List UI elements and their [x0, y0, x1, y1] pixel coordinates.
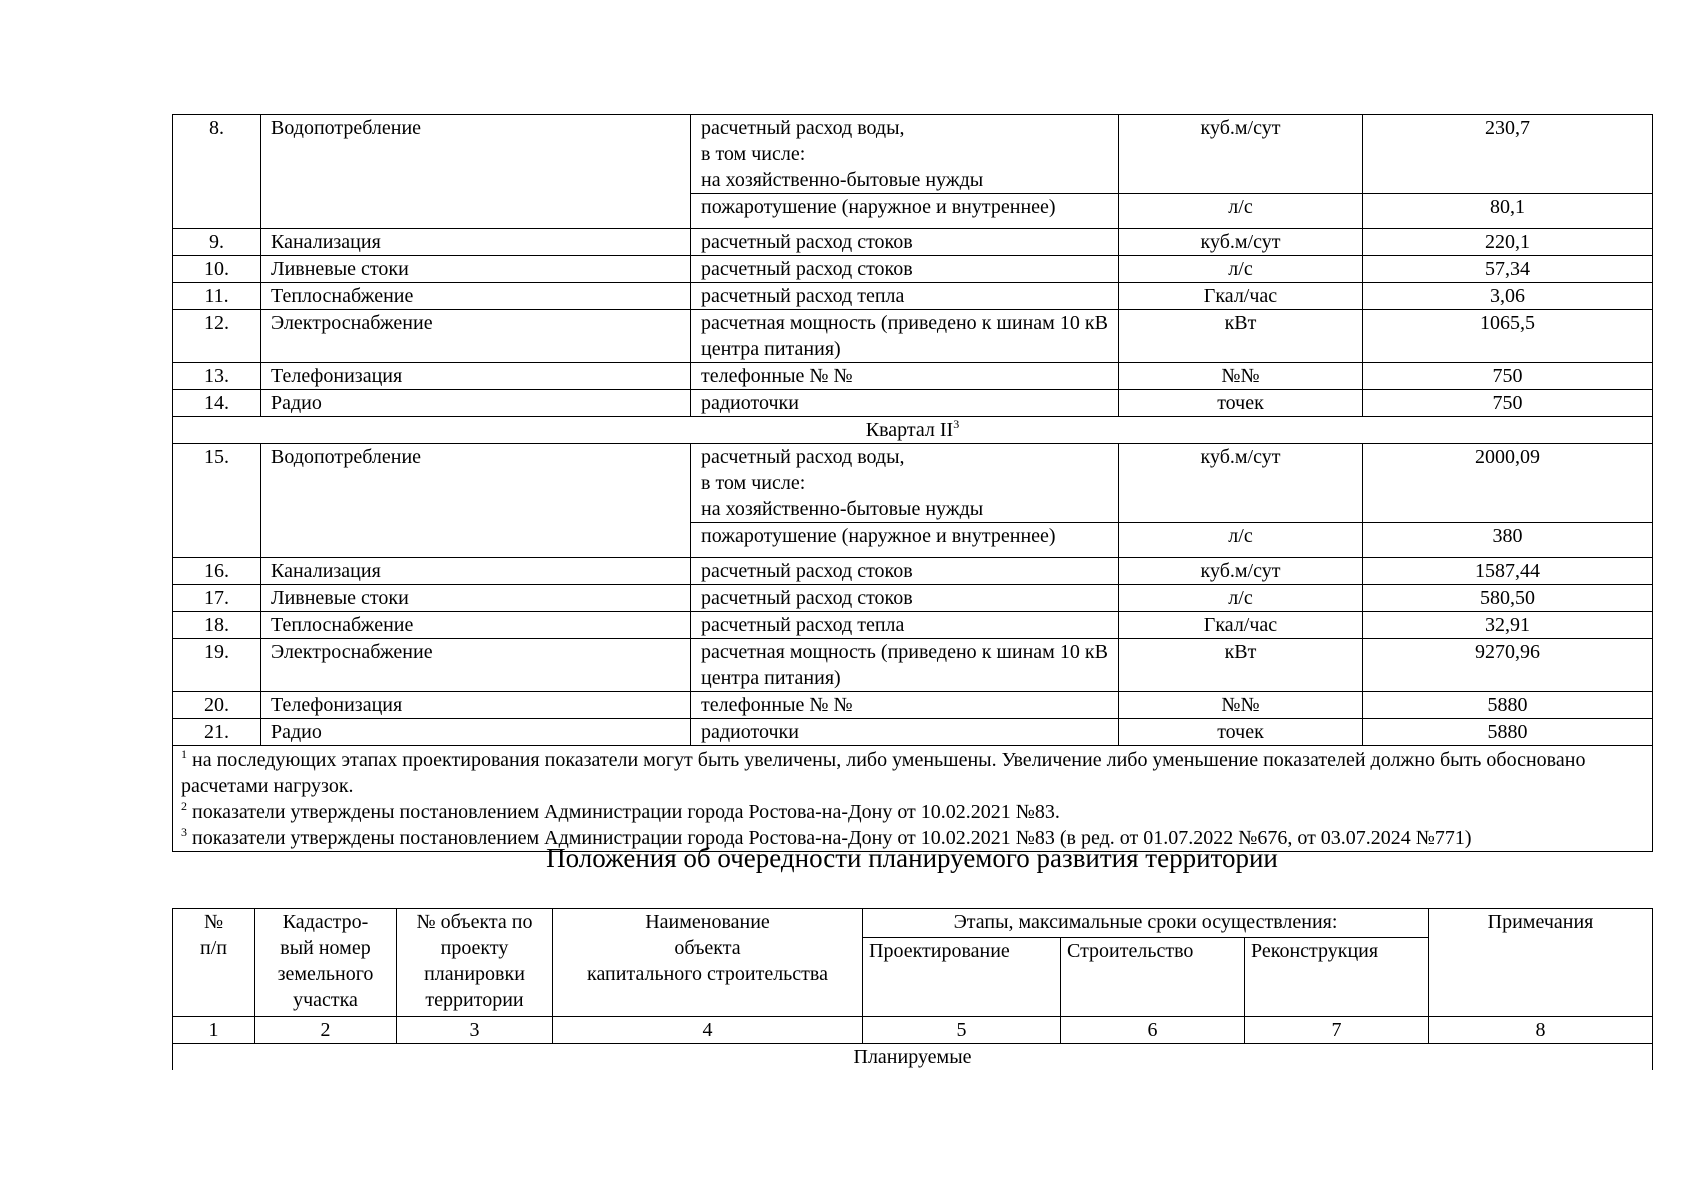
row-value: 80,1 [1363, 194, 1653, 229]
row-number: 8. [173, 115, 261, 229]
table-row [173, 444, 1653, 523]
row-value: 2000,09 [1363, 444, 1653, 523]
development-sequence-table [172, 908, 1653, 1070]
row-number: 9. [173, 229, 261, 256]
row-value: 380 [1363, 523, 1653, 558]
header-line: территории [425, 989, 524, 1011]
section-title-text: Квартал II [865, 419, 954, 441]
column-number: 7 [1245, 1017, 1429, 1044]
row-name: Ливневые стоки [261, 585, 691, 612]
row-description: расчетный расход стоков [691, 229, 1119, 256]
table-row [173, 283, 1653, 310]
row-number: 16. [173, 558, 261, 585]
row-unit: №№ [1119, 363, 1363, 390]
row-number: 19. [173, 639, 261, 692]
row-value: 32,91 [1363, 612, 1653, 639]
row-number: 17. [173, 585, 261, 612]
row-description: пожаротушение (наружное и внутреннее) [691, 523, 1119, 558]
table-row [173, 639, 1653, 692]
header-object-name [553, 909, 863, 1017]
row-unit: куб.м/сут [1119, 229, 1363, 256]
header-line: п/п [200, 937, 227, 959]
header-line: земельного [277, 963, 374, 985]
row-name: Теплоснабжение [261, 283, 691, 310]
row-number: 10. [173, 256, 261, 283]
row-description: расчетный расход тепла [691, 283, 1119, 310]
row-number: 13. [173, 363, 261, 390]
column-number: 2 [255, 1017, 397, 1044]
row-unit: л/с [1119, 194, 1363, 229]
header-row [173, 909, 1653, 938]
row-unit: точек [1119, 390, 1363, 417]
row-name: Теплоснабжение [261, 612, 691, 639]
row-unit: №№ [1119, 692, 1363, 719]
footnote-text: на последующих этапах проектирования показатели могут быть увеличены, либо уменьшены. Увеличение либо уменьшение показателей должно быть обосновано расчетами нагрузок. [181, 749, 1586, 797]
description-line: на хозяйственно-бытовые нужды [701, 169, 984, 191]
header-design: Проектирование [863, 938, 1061, 1017]
row-description: радиоточки [691, 390, 1119, 417]
description-line: на хозяйственно-бытовые нужды [701, 498, 984, 520]
row-unit: л/с [1119, 523, 1363, 558]
row-number: 12. [173, 310, 261, 363]
header-object-number [397, 909, 553, 1017]
section-row [173, 417, 1653, 444]
row-name: Телефонизация [261, 363, 691, 390]
footnote-marker: 2 [181, 799, 187, 813]
header-cadastral [255, 909, 397, 1017]
row-unit: куб.м/сут [1119, 444, 1363, 523]
row-value: 5880 [1363, 692, 1653, 719]
header-line: планировки [424, 963, 525, 985]
row-value: 9270,96 [1363, 639, 1653, 692]
footnote-text: показатели утверждены постановлением Администрации города Ростова-на-Дону от 10.02.2021 №83 (в ред. от 01.07.2022 №676, от 03.07.2024 №771) [192, 827, 1472, 849]
row-description: пожаротушение (наружное и внутреннее) [691, 194, 1119, 229]
column-number: 6 [1061, 1017, 1245, 1044]
header-line: № [203, 911, 224, 933]
row-description [691, 115, 1119, 194]
row-unit: куб.м/сут [1119, 558, 1363, 585]
row-name: Канализация [261, 229, 691, 256]
row-value: 750 [1363, 363, 1653, 390]
footnote-text: показатели утверждены постановлением Администрации города Ростова-на-Дону от 10.02.2021 №83. [192, 801, 1060, 823]
row-unit: куб.м/сут [1119, 115, 1363, 194]
row-value: 1065,5 [1363, 310, 1653, 363]
header-line: Кадастро- [282, 911, 369, 933]
description-line: в том числе: [701, 472, 806, 494]
footnote-marker: 1 [181, 747, 187, 761]
footnote-marker: 3 [181, 825, 187, 839]
row-description: телефонные № № [691, 692, 1119, 719]
row-description [691, 444, 1119, 523]
column-numbers-row [173, 1017, 1653, 1044]
row-name: Канализация [261, 558, 691, 585]
row-name: Электроснабжение [261, 639, 691, 692]
row-name: Телефонизация [261, 692, 691, 719]
engineering-indicators-table [172, 114, 1653, 852]
header-line: капитального строительства [587, 963, 828, 985]
row-description: телефонные № № [691, 363, 1119, 390]
table-row [173, 363, 1653, 390]
row-description: расчетная мощность (приведено к шинам 10 кВ центра питания) [691, 310, 1119, 363]
column-number: 8 [1429, 1017, 1653, 1044]
header-num [173, 909, 255, 1017]
table-row [173, 229, 1653, 256]
row-description: расчетный расход стоков [691, 585, 1119, 612]
table-row [173, 558, 1653, 585]
header-reconstruction: Реконструкция [1245, 938, 1429, 1017]
row-value: 750 [1363, 390, 1653, 417]
row-number: 15. [173, 444, 261, 558]
header-notes: Примечания [1429, 909, 1653, 1017]
row-unit: кВт [1119, 639, 1363, 692]
row-unit: Гкал/час [1119, 283, 1363, 310]
table-row [173, 612, 1653, 639]
row-unit: Гкал/час [1119, 612, 1363, 639]
row-value: 1587,44 [1363, 558, 1653, 585]
row-unit: кВт [1119, 310, 1363, 363]
row-description: расчетный расход стоков [691, 256, 1119, 283]
row-name: Электроснабжение [261, 310, 691, 363]
column-number: 1 [173, 1017, 255, 1044]
row-name: Водопотребление [261, 444, 691, 558]
table-row [173, 256, 1653, 283]
row-number: 18. [173, 612, 261, 639]
row-description: радиоточки [691, 719, 1119, 746]
section-row [173, 1044, 1653, 1071]
row-unit: л/с [1119, 585, 1363, 612]
row-description: расчетная мощность (приведено к шинам 10 кВ центра питания) [691, 639, 1119, 692]
footnote [181, 747, 1644, 799]
header-line: вый номер [280, 937, 371, 959]
section-title [173, 417, 1653, 444]
column-number: 4 [553, 1017, 863, 1044]
footnotes [173, 746, 1653, 852]
row-name: Водопотребление [261, 115, 691, 229]
footnote [181, 799, 1644, 825]
row-name: Радио [261, 719, 691, 746]
table-row [173, 115, 1653, 194]
row-unit: л/с [1119, 256, 1363, 283]
section-heading: Положения об очередности планируемого развития территории [546, 843, 1278, 873]
header-line: участка [293, 989, 358, 1011]
description-line: расчетный расход воды, [701, 446, 905, 468]
row-unit: точек [1119, 719, 1363, 746]
description-line: расчетный расход воды, [701, 117, 905, 139]
row-description: расчетный расход стоков [691, 558, 1119, 585]
row-name: Ливневые стоки [261, 256, 691, 283]
row-number: 14. [173, 390, 261, 417]
column-number: 5 [863, 1017, 1061, 1044]
table-row [173, 390, 1653, 417]
header-stages: Этапы, максимальные сроки осуществления: [863, 909, 1429, 938]
table-row [173, 310, 1653, 363]
row-value: 57,34 [1363, 256, 1653, 283]
description-line: в том числе: [701, 143, 806, 165]
row-value: 230,7 [1363, 115, 1653, 194]
footnotes-row [173, 746, 1653, 852]
header-line: № объекта по [416, 911, 533, 933]
header-line: проекту [440, 937, 509, 959]
row-value: 3,06 [1363, 283, 1653, 310]
row-name: Радио [261, 390, 691, 417]
table-row [173, 585, 1653, 612]
section-title: Планируемые [173, 1044, 1653, 1071]
table-row [173, 692, 1653, 719]
row-value: 220,1 [1363, 229, 1653, 256]
footnote-marker: 3 [953, 417, 960, 431]
header-line: Наименование [645, 911, 770, 933]
row-description: расчетный расход тепла [691, 612, 1119, 639]
row-number: 20. [173, 692, 261, 719]
table-row [173, 719, 1653, 746]
row-value: 580,50 [1363, 585, 1653, 612]
row-value: 5880 [1363, 719, 1653, 746]
column-number: 3 [397, 1017, 553, 1044]
header-line: объекта [674, 937, 741, 959]
row-number: 21. [173, 719, 261, 746]
row-number: 11. [173, 283, 261, 310]
header-construction: Строительство [1061, 938, 1245, 1017]
